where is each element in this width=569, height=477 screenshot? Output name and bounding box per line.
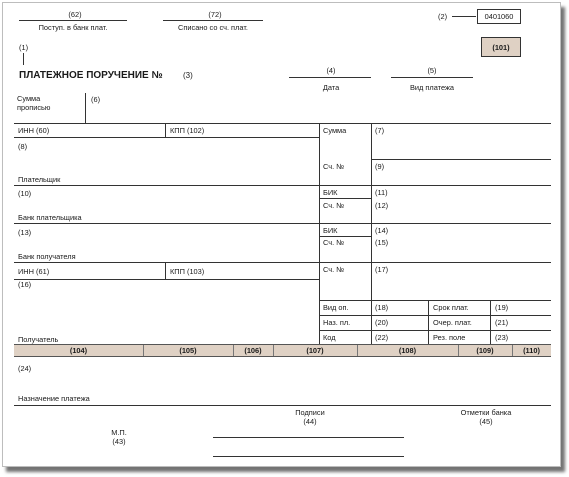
code-43: (43) [112,437,126,446]
date-line [289,77,371,78]
payment-order-label: Очер. плат. [433,318,472,327]
grid-line [14,223,551,224]
bik-label: БИК [323,188,338,197]
reserve-field-label: Рез. поле [433,333,466,342]
grid-line [14,262,551,263]
signature-line-1 [213,437,404,438]
grid-line [165,123,166,137]
code-22: (22) [375,333,389,342]
recipient-bank-label: Банк получателя [18,252,76,261]
code-10: (10) [18,189,32,198]
date-label: Дата [322,83,340,92]
code-44: (44) [303,417,317,426]
form-number-box: 0401060 [477,9,521,24]
stripe-cell-108: (108) [357,345,459,356]
code-24: (24) [18,364,32,373]
code-13: (13) [18,228,32,237]
stripe-cell-106: (106) [233,345,274,356]
grid-line [14,137,320,138]
amount-words-divider [85,93,86,123]
purpose-label: Назначение платежа [18,394,90,403]
form-number-leader [452,16,476,17]
form-title: ПЛАТЕЖНОЕ ПОРУЧЕНИЕ № [19,70,163,81]
account-label: Сч. № [323,201,345,210]
code-15: (15) [375,238,389,247]
tax-fields-stripe [14,344,551,357]
grid-line [490,300,491,344]
code-20: (20) [375,318,389,327]
grid-line [165,262,166,279]
account-label: Сч. № [323,238,345,247]
stripe-cell-110: (110) [523,346,540,355]
account-label: Сч. № [323,265,345,274]
recipient-inn-label: ИНН (61) [18,267,50,276]
bik-label: БИК [323,226,338,235]
bank-marks-label: Отметки банка [460,408,512,417]
signature-line-2 [213,456,404,457]
code-4: (4) [326,66,336,75]
grid-line [319,300,551,301]
grid-line [14,185,551,186]
code-6: (6) [91,95,101,104]
code-16: (16) [18,280,32,289]
payment-type-label: Вид платежа [409,83,455,92]
code-2: (2) [438,12,448,21]
code-19: (19) [495,303,509,312]
code-1: (1) [19,43,29,52]
code-21: (21) [495,318,509,327]
code-label: Код [323,333,336,342]
stripe-cell-105: (105) [143,345,234,356]
payment-term-label: Срок плат. [433,303,469,312]
stripe-cell-104: (104) [14,345,144,356]
payer-inn-label: ИНН (60) [18,126,50,135]
stripe-cell-107: (107) [273,345,358,356]
payment-order-form [2,2,561,467]
grid-line [428,300,429,344]
code-17: (17) [375,265,389,274]
grid-line [371,123,372,344]
grid-line [371,159,551,160]
purpose-code-label: Наз. пл. [323,318,351,327]
code-62: (62) [68,10,82,19]
status-101-box: (101) [481,37,521,57]
code-5: (5) [427,66,437,75]
code-12: (12) [375,201,389,210]
code-11: (11) [375,188,388,197]
code-9: (9) [375,162,385,171]
grid-line [319,330,551,331]
payer-label: Плательщик [18,175,61,184]
code-1-tick [23,53,24,65]
code-72: (72) [208,10,222,19]
grid-line [319,123,320,344]
code-7: (7) [375,126,385,135]
debited-line [163,20,263,21]
grid-line [319,198,371,199]
code-14: (14) [375,226,389,235]
code-23: (23) [495,333,509,342]
payer-bank-label: Банк плательщика [18,213,82,222]
debited-label: Списано со сч. плат. [178,23,248,32]
recipient-label: Получатель [18,335,59,344]
grid-line [319,315,551,316]
signatures-label: Подписи [295,408,325,417]
purpose-line [14,405,551,406]
sum-label: Сумма [323,126,347,135]
received-label: Поступ. в банк плат. [38,23,108,32]
received-line [19,20,127,21]
code-3: (3) [183,71,193,80]
account-label: Сч. № [323,162,345,171]
grid-line [14,279,320,280]
recipient-kpp-label: КПП (103) [170,267,205,276]
grid-line [14,123,551,124]
payment-type-line [391,77,473,78]
op-type-label: Вид оп. [323,303,349,312]
code-18: (18) [375,303,389,312]
payer-kpp-label: КПП (102) [170,126,205,135]
stripe-cell-109: (109) [458,345,513,356]
code-8: (8) [18,142,28,151]
stamp-label: М.П. [111,428,127,437]
grid-line [319,236,371,237]
code-45: (45) [479,417,493,426]
amount-words-label: Сумма прописью [17,94,51,112]
